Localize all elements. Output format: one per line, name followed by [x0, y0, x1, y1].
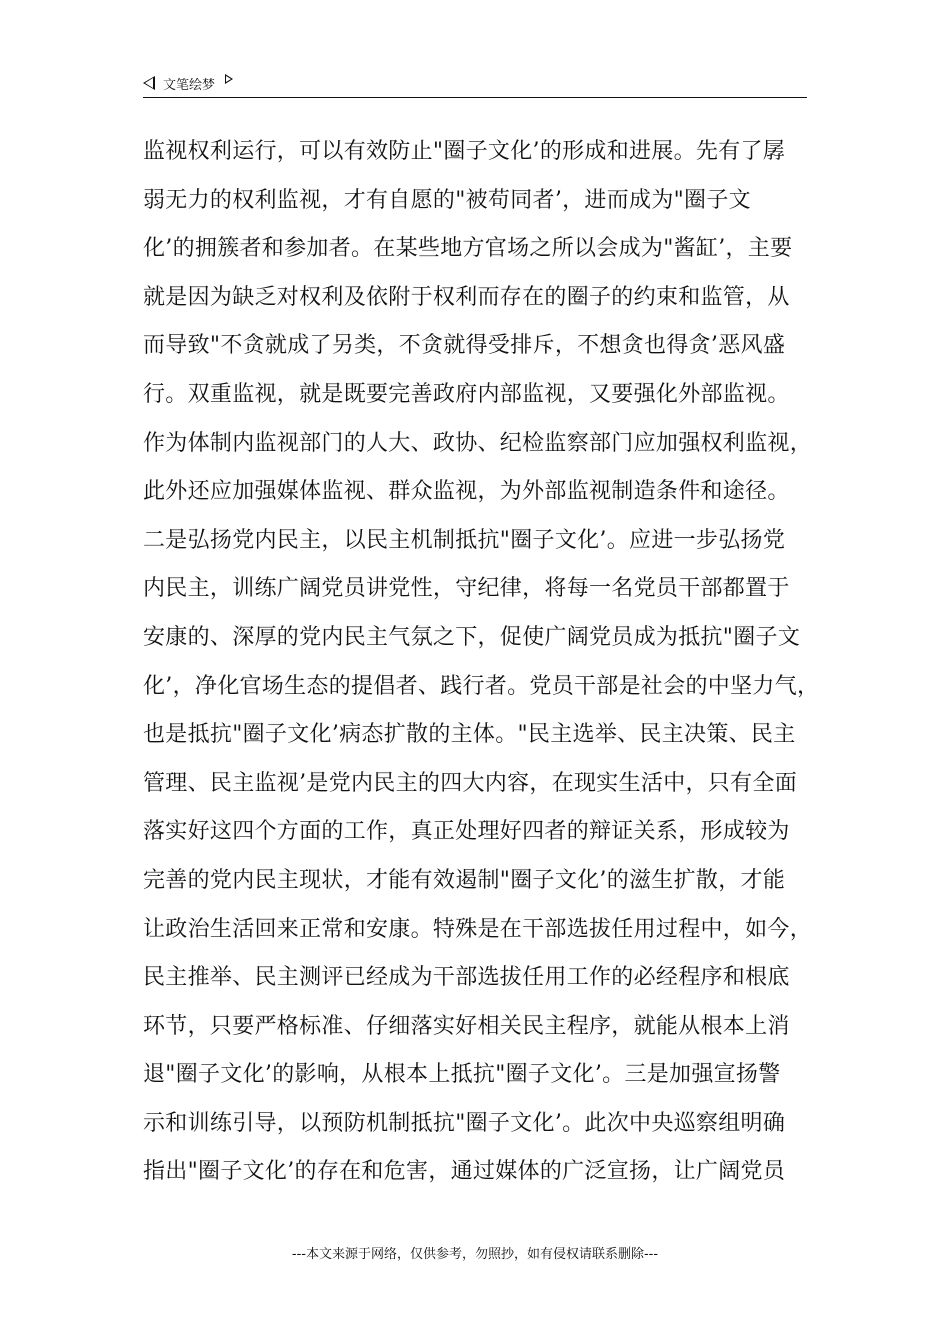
- header-divider: [143, 97, 807, 98]
- text-line: 就是因为缺乏对权利及依附于权利而存在的圈子的约束和监管，从: [143, 284, 790, 310]
- text-line: 化’，净化官场生态的提倡者、践行者。党员干部是社会的中坚力气，: [143, 673, 820, 699]
- text-line: 作为体制内监视部门的人大、政协、纪检监察部门应加强权利监视，: [143, 430, 813, 456]
- text-line: 民主推举、民主测评已经成为干部选拔任用工作的必经程序和根底: [143, 965, 790, 991]
- text-line: 退"圈子文化’的影响，从根本上抵抗"圈子文化’。三是加强宣扬警: [143, 1062, 781, 1088]
- text-line: 让政治生活回来正常和安康。特殊是在干部选拔任用过程中，如今，: [143, 916, 813, 942]
- right-triangle-icon: [225, 74, 233, 84]
- text-line: 行。双重监视，就是既要完善政府内部监视，又要强化外部监视。: [143, 381, 790, 407]
- text-line: 弱无力的权利监视，才有自愿的"被苟同者’，进而成为"圈子文: [143, 187, 751, 213]
- text-line: 环节，只要严格标准、仔细落实好相关民主程序，就能从根本上消: [143, 1013, 790, 1039]
- text-line: 监视权利运行，可以有效防止"圈子文化’的形成和进展。先有了孱: [143, 139, 786, 164]
- page-header: [143, 70, 807, 96]
- text-line: 化’的拥簇者和参加者。在某些地方官场之所以会成为"酱缸’，主要: [143, 236, 793, 262]
- text-line: 内民主，训练广阔党员讲党性，守纪律，将每一名党员干部都置于: [143, 576, 790, 602]
- text-line: 指出"圈子文化’的存在和危害，通过媒体的广泛宣扬，让广阔党员: [143, 1159, 786, 1185]
- left-triangle-icon: [143, 76, 155, 90]
- text-line: 完善的党内民主现状，才能有效遏制"圈子文化’的滋生扩散，才能: [143, 867, 786, 893]
- page-footer: ---本文来源于网络，仅供参考，勿照抄，如有侵权请联系删除---: [291, 1247, 659, 1262]
- text-line: 落实好这四个方面的工作，真正处理好四者的辩证关系，形成较为: [143, 819, 790, 845]
- text-line: 二是弘扬党内民主，以民主机制抵抗"圈子文化’。应进一步弘扬党: [143, 527, 786, 553]
- text-line: 管理、民主监视’是党内民主的四大内容，在现实生活中，只有全面: [143, 770, 797, 796]
- header-title: 文笔绘梦: [163, 77, 216, 93]
- text-line: 也是抵抗"圈子文化’病态扩散的主体。"民主选举、民主决策、民主: [143, 722, 796, 748]
- text-line: 示和训练引导，以预防机制抵抗"圈子文化’。此次中央巡察组明确: [143, 1110, 786, 1136]
- text-line: 而导致"不贪就成了另类，不贪就得受排斥，不想贪也得贪’恶风盛: [143, 333, 786, 359]
- text-line: 安康的、深厚的党内民主气氛之下，促使广阔党员成为抵抗"圈子文: [143, 624, 801, 650]
- document-body: [143, 128, 823, 1197]
- text-line: 此外还应加强媒体监视、群众监视，为外部监视制造条件和途径。: [143, 479, 790, 505]
